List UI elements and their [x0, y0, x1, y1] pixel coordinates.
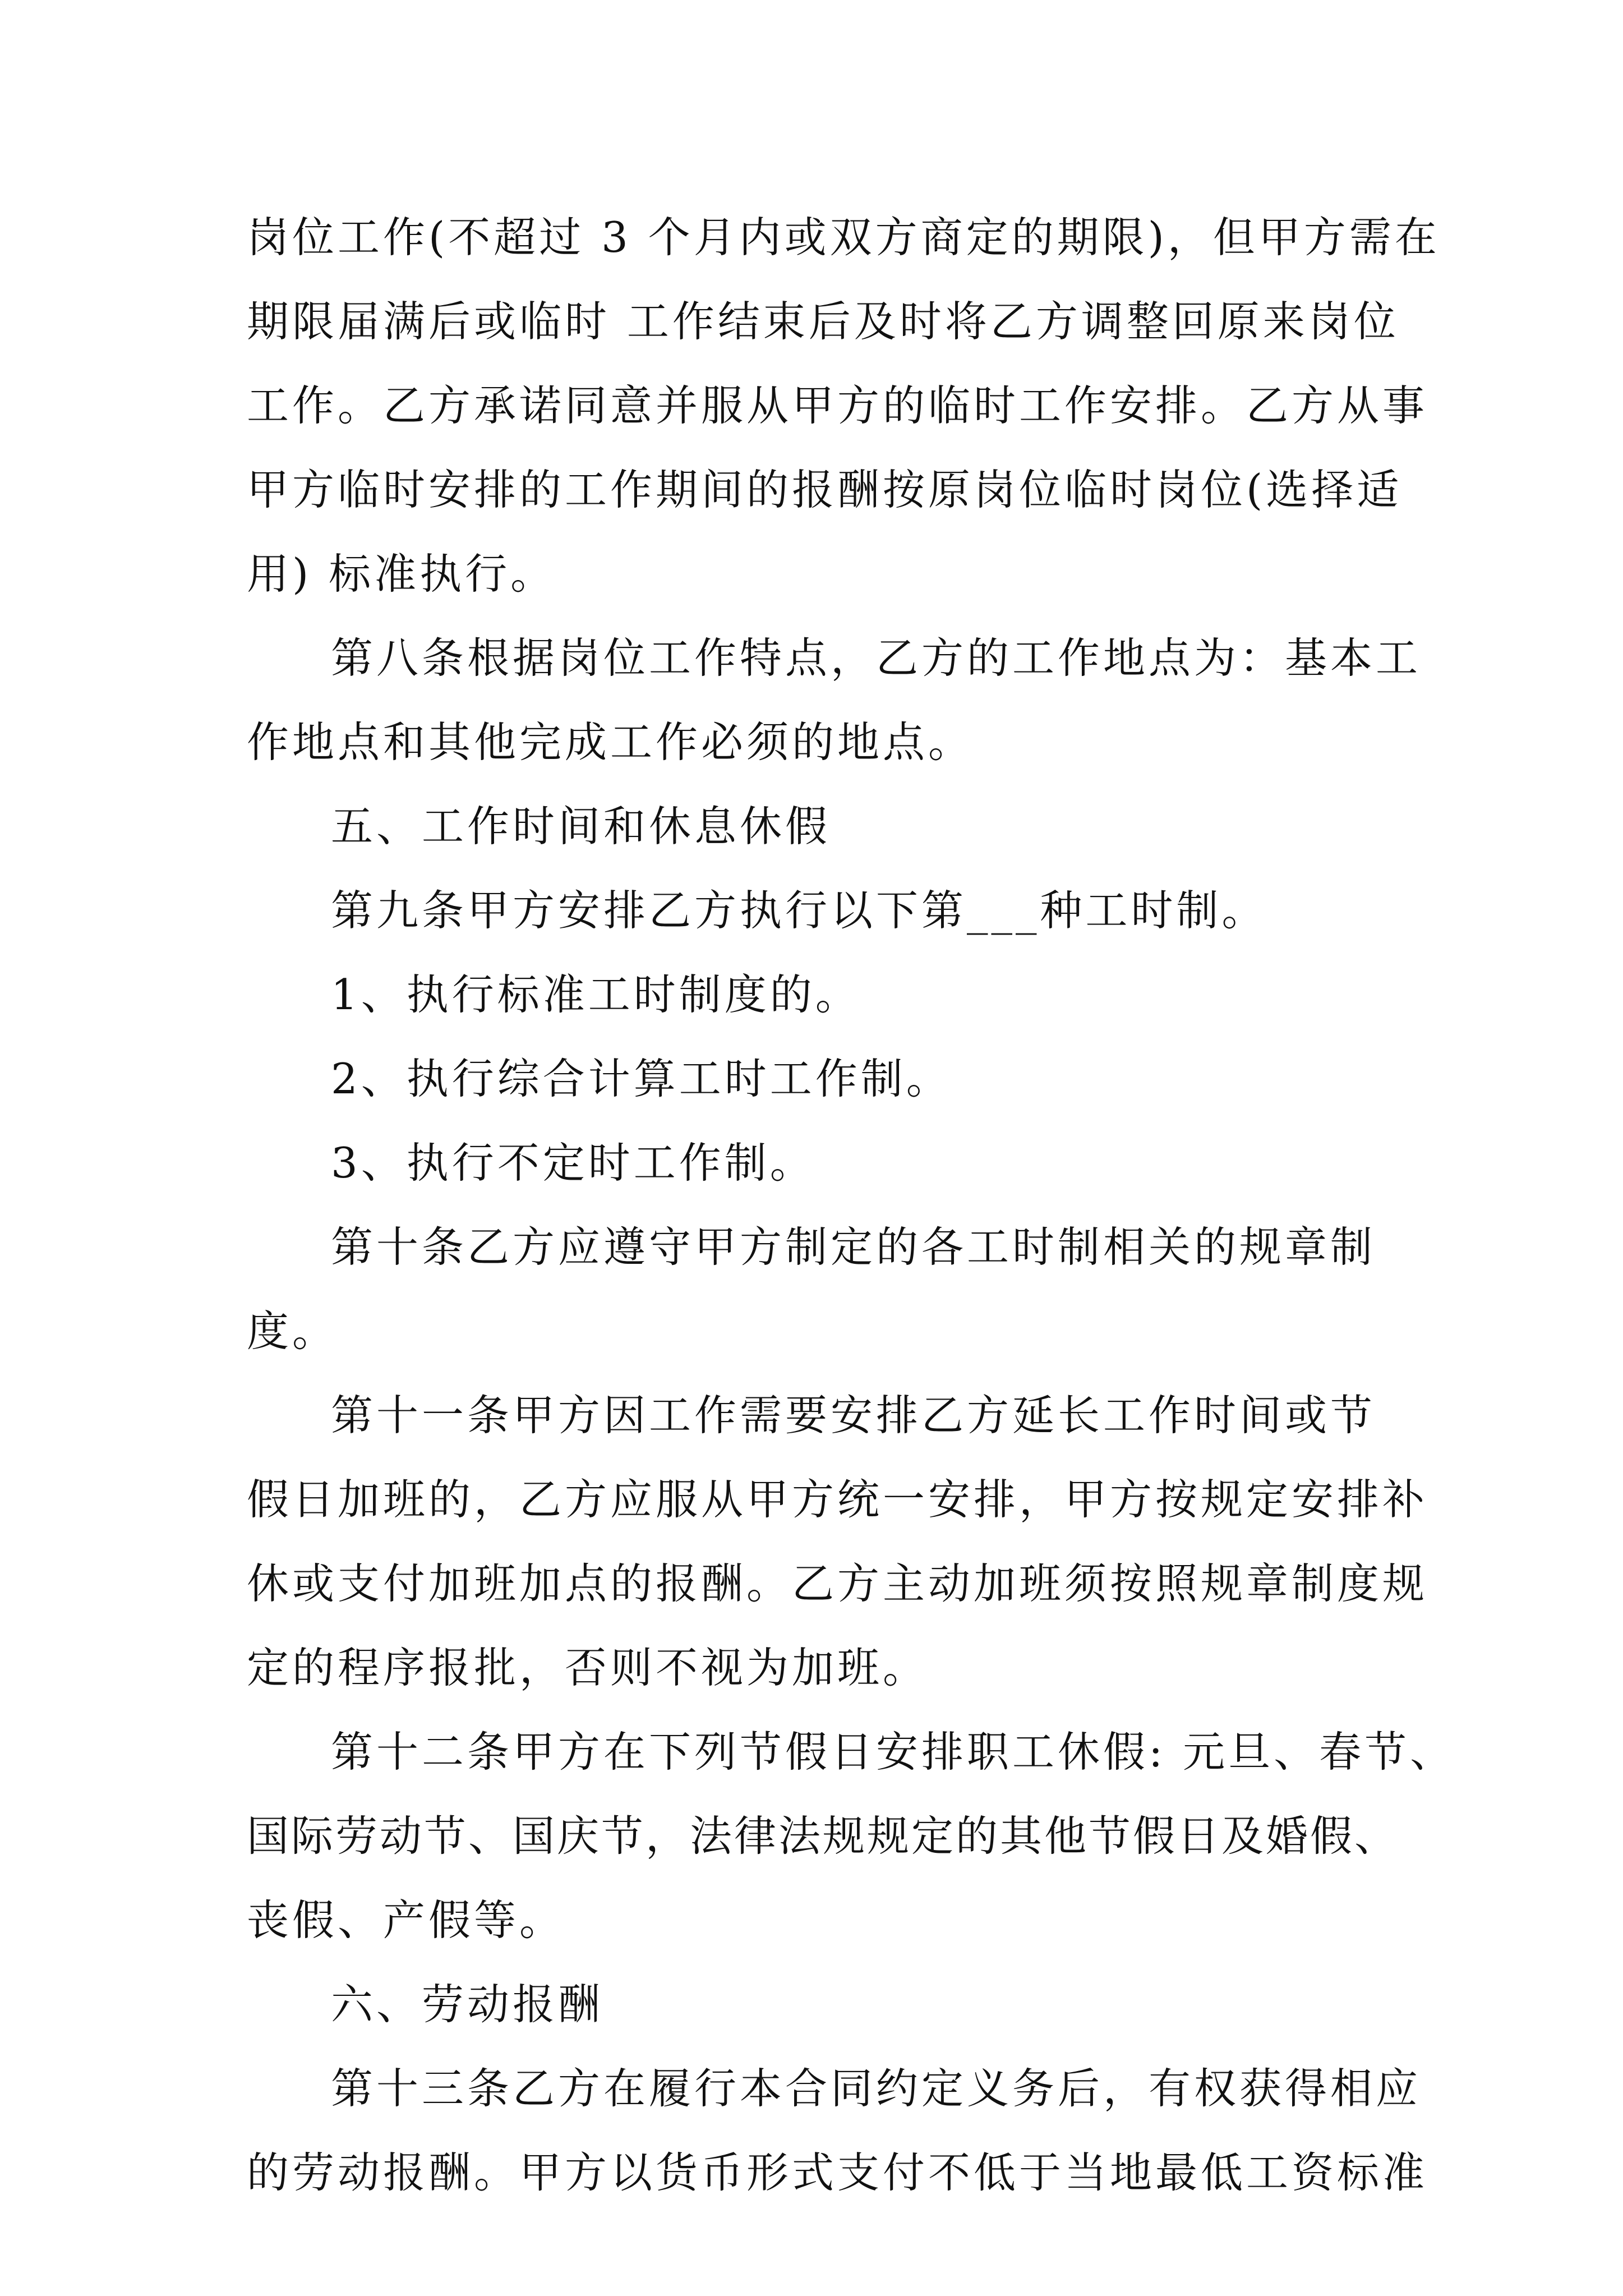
article-12-line-3: 丧假、产假等。 [247, 1895, 565, 1945]
section-6-heading: 六、劳动报酬 [331, 1980, 604, 2029]
article-8-line-1: 第八条根据岗位工作特点，乙方的工作地点为：基本工 [331, 633, 1422, 683]
option-2: 2、执行综合计算工时工作制。 [331, 1054, 952, 1103]
text-line-2: 期限届满后或临时 工作结束后及时将乙方调整回原来岗位 [247, 297, 1399, 346]
article-9: 第九条甲方安排乙方执行以下第___种工时制。 [331, 886, 1267, 935]
article-11-line-4: 定的程序报批，否则不视为加班。 [247, 1643, 929, 1692]
option-1: 1、执行标准工时制度的。 [331, 970, 861, 1019]
article-10-line-2: 度。 [247, 1306, 338, 1356]
section-5-heading: 五、工作时间和休息休假 [331, 802, 831, 851]
text-line-3: 工作。乙方承诺同意并服从甲方的临时工作安排。乙方从事 [247, 381, 1428, 430]
article-13-line-2: 的劳动报酬。甲方以货币形式支付不低于当地最低工资标准 [247, 2148, 1428, 2197]
article-11-line-3: 休或支付加班加点的报酬。乙方主动加班须按照规章制度规 [247, 1559, 1428, 1608]
document-body [247, 195, 1456, 2215]
article-10-line-1: 第十条乙方应遵守甲方制定的各工时制相关的规章制 [331, 1222, 1376, 1272]
option-3: 3、执行不定时工作制。 [331, 1138, 815, 1188]
article-13-line-1: 第十三条乙方在履行本合同约定义务后，有权获得相应 [331, 2064, 1422, 2113]
text-line-4: 甲方临时安排的工作期间的报酬按原岗位临时岗位(选择适 [247, 465, 1403, 514]
text-line-5: 用) 标准执行。 [247, 549, 556, 599]
article-12-line-1: 第十二条甲方在下列节假日安排职工休假: 元旦、春节、 [331, 1727, 1456, 1777]
article-12-line-2: 国际劳动节、国庆节，法律法规规定的其他节假日及婚假、 [247, 1811, 1399, 1861]
text-line-1: 岗位工作(不超过 3 个月内或双方商定的期限)，但甲方需在 [247, 213, 1440, 262]
article-11-line-2: 假日加班的，乙方应服从甲方统一安排，甲方按规定安排补 [247, 1475, 1428, 1524]
article-8-line-2: 作地点和其他完成工作必须的地点。 [247, 717, 974, 767]
article-11-line-1: 第十一条甲方因工作需要安排乙方延长工作时间或节 [331, 1391, 1376, 1440]
